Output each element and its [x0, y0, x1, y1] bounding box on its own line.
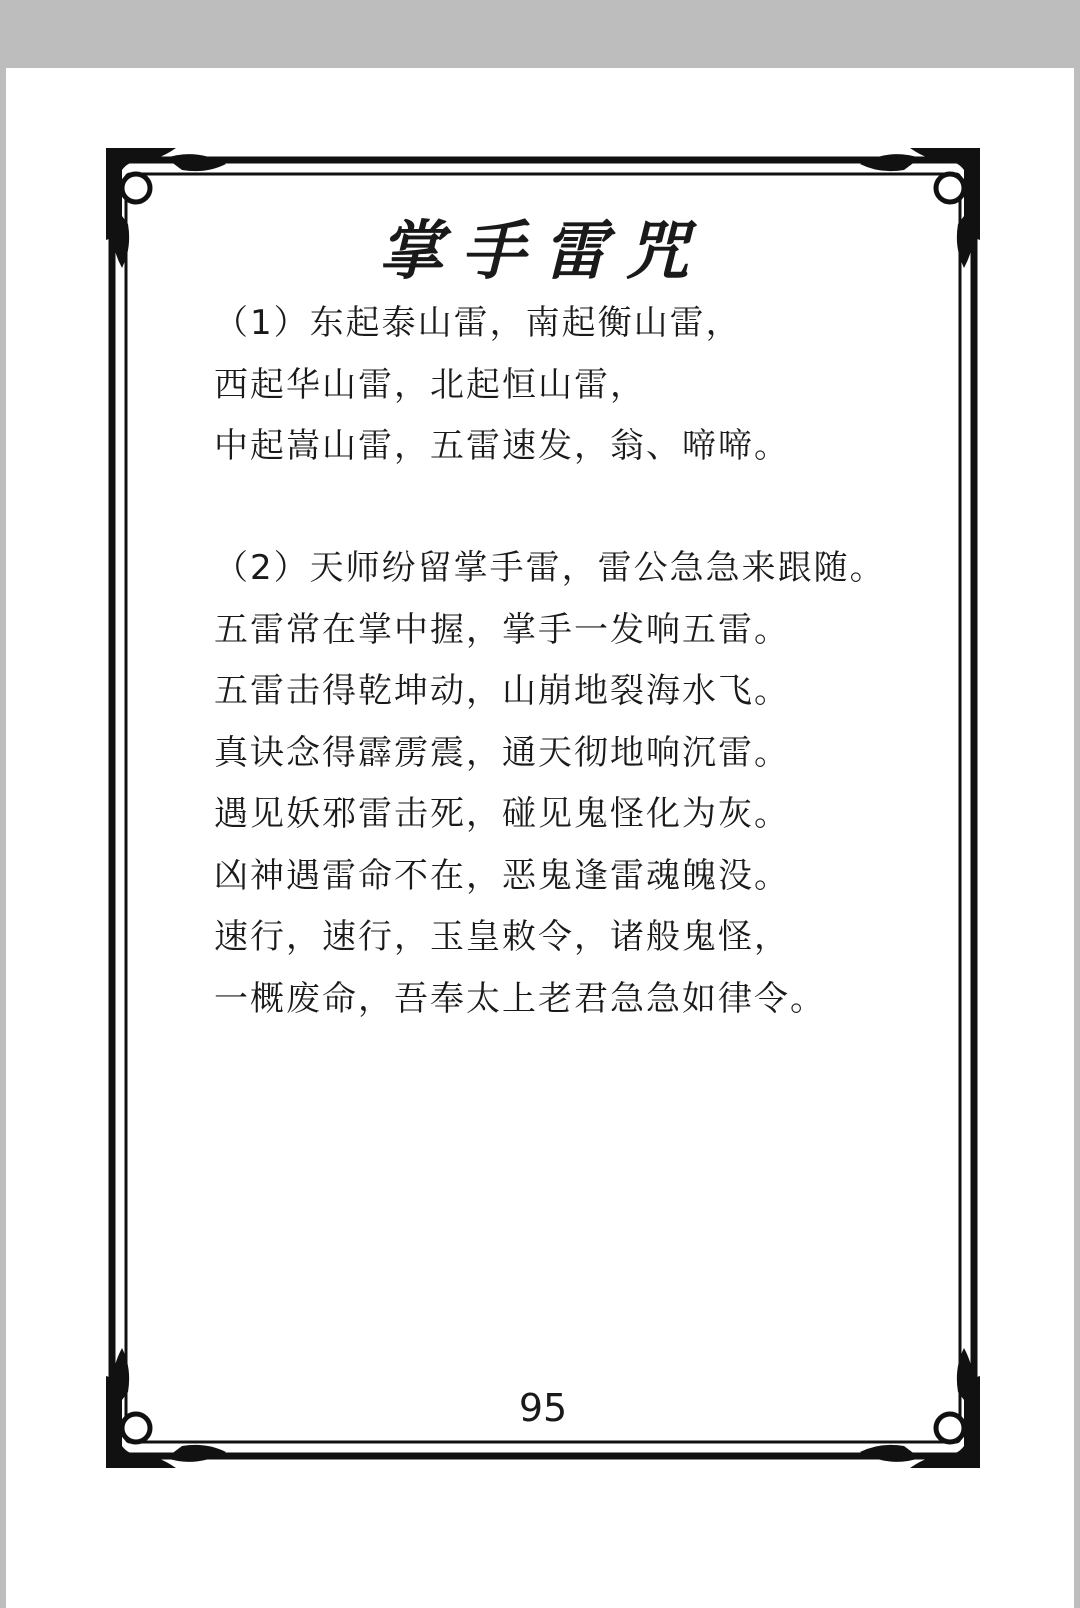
verse-line: （2）天师纷留掌手雷，雷公急急来跟随。 — [214, 548, 886, 588]
verse-line: （1）东起泰山雷，南起衡山雷， — [214, 303, 742, 343]
verse-line: 五雷击得乾坤动，山崩地裂海水飞。 — [214, 671, 790, 711]
verse-line: 遇见妖邪雷击死，碰见鬼怪化为灰。 — [214, 794, 790, 834]
verse-line: 真诀念得霹雳震，通天彻地响沉雷。 — [214, 732, 790, 773]
verse-section-2 — [214, 538, 974, 1030]
verse-line: 五雷常在掌中握，掌手一发响五雷。 — [214, 609, 790, 650]
verse-line: 中起嵩山雷，五雷速发，翁、啼啼。 — [214, 426, 790, 466]
ornamental-frame — [106, 148, 980, 1468]
page-number: 95 — [518, 1386, 568, 1430]
verse-line: 西起华山雷，北起恒山雷， — [214, 364, 646, 405]
verse-line: 一概废命，吾奉太上老君急急如律令。 — [214, 978, 826, 1019]
verse-section-1 — [214, 293, 974, 478]
book-page — [6, 68, 1074, 1608]
verse-line: 凶神遇雷命不在，恶鬼逢雷魂魄没。 — [214, 855, 790, 896]
page-title: 掌手雷咒 — [379, 214, 707, 289]
verse-line: 速行，速行，玉皇敕令，诸般鬼怪， — [214, 917, 790, 957]
